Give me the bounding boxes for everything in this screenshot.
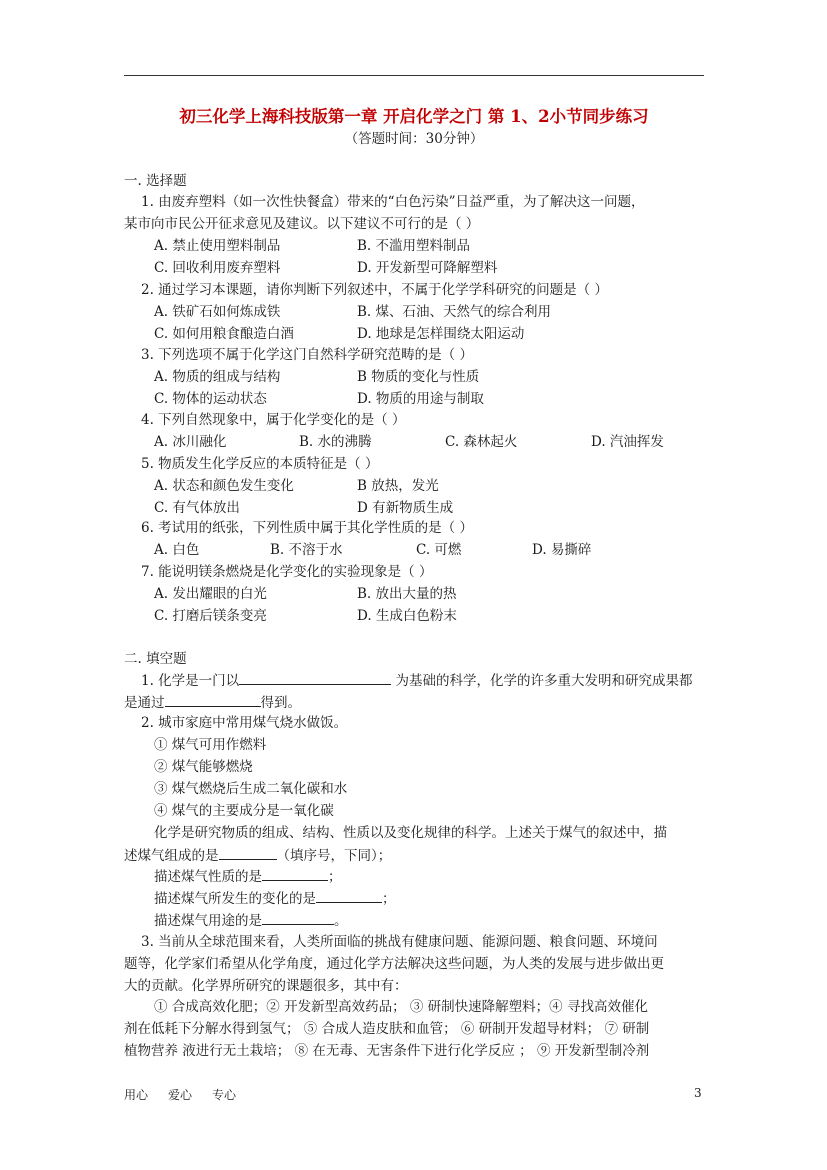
option-d: D. 易撕碎	[532, 542, 592, 558]
list-item: ① 煤气可用作燃料	[154, 737, 267, 753]
question-1-cont: 某市向市民公开征求意见及建议。以下建议不可行的是（ ）	[124, 216, 480, 232]
fill-question-2: 2. 城市家庭中常用煤气烧水做饭。	[141, 715, 348, 731]
option-b: B. 放出大量的热	[357, 586, 457, 602]
question-1: 1. 由废弃塑料（如一次性快餐盒）带来的“白色污染”日益严重，为了解决这一问题，	[141, 194, 645, 210]
section-heading-choice: 一. 选择题	[124, 173, 187, 189]
option-c: C. 物体的运动状态	[154, 391, 267, 407]
fill-line	[154, 889, 396, 908]
fill-text: 是通过	[124, 695, 165, 711]
option-d: D. 地球是怎样围绕太阳运动	[357, 326, 525, 342]
option-a: A. 禁止使用塑料制品	[154, 238, 281, 254]
fill-text: 描述煤气所发生的变化的是	[154, 891, 316, 907]
fill-question-1-cont	[124, 693, 301, 712]
option-c: C. 可燃	[416, 542, 462, 558]
option-a: A. 物质的组成与结构	[154, 369, 281, 385]
fill-text: （填序号，下同）；	[276, 848, 392, 864]
paragraph: 化学是研究物质的组成、结构、性质以及变化规律的科学。上述关于煤气的叙述中，描	[154, 825, 667, 841]
answer-blank	[262, 867, 328, 881]
list-item: ② 煤气能够燃烧	[154, 759, 253, 775]
fill-question-3: 3. 当前从全球范围来看，人类所面临的挑战有健康问题、能源问题、粮食问题、环境问	[141, 934, 658, 950]
fill-line	[154, 867, 342, 886]
answer-blank	[219, 846, 277, 860]
footer-slogan	[124, 1086, 256, 1103]
fill-question-1	[141, 671, 692, 690]
fill-text: 为基础的科学，化学的许多重大发明和研究成果都	[391, 673, 693, 689]
paragraph: 剂在低耗下分解水得到氢气； ⑤ 合成人造皮肤和血管； ⑥ 研制开发超导材料； ⑦ 研制	[124, 1021, 650, 1037]
option-d: D. 汽油挥发	[591, 434, 664, 450]
option-c: C. 回收利用废弃塑料	[154, 260, 281, 276]
fill-line	[124, 846, 391, 865]
option-a: A. 白色	[154, 542, 200, 558]
option-c: C. 有气体放出	[154, 500, 240, 516]
paragraph: 题等，化学家们希望从化学角度，通过化学方法解决这些问题，为人类的发展与进步做出更	[124, 956, 664, 972]
option-b: B 放热，发光	[357, 478, 439, 494]
option-c: C. 如何用粮食酿造白酒	[154, 326, 294, 342]
option-b: B. 不滥用塑料制品	[357, 238, 471, 254]
option-c: C. 森林起火	[445, 434, 518, 450]
fill-text: 述煤气组成的是	[124, 848, 219, 864]
footer-word: 用心	[124, 1088, 149, 1102]
list-item: ③ 煤气燃烧后生成二氧化碳和水	[154, 781, 348, 797]
option-b: B. 煤、石油、天然气的综合利用	[357, 304, 552, 320]
answer-blank	[316, 889, 382, 903]
fill-text: 描述煤气用途的是	[154, 913, 262, 929]
question-6: 6. 考试用的纸张，下列性质中属于其化学性质的是（ ）	[141, 520, 473, 536]
header-rule	[124, 75, 704, 76]
page-subtitle: （答题时间：30分钟）	[344, 131, 484, 147]
answer-blank	[262, 911, 334, 925]
fill-text: ；	[328, 869, 342, 885]
option-d: D. 生成白色粉末	[357, 608, 457, 624]
answer-blank	[165, 693, 261, 707]
option-b: B. 不溶于水	[270, 542, 343, 558]
fill-text: ；	[382, 891, 396, 907]
paragraph: 大的贡献。化学界所研究的课题很多，其中有：	[124, 978, 408, 994]
option-a: A. 冰川融化	[154, 434, 227, 450]
question-4: 4. 下列自然现象中，属于化学变化的是（ ）	[141, 412, 406, 428]
page-title: 初三化学上海科技版第一章 开启化学之门 第 1、2小节同步练习	[179, 107, 649, 126]
option-b: B. 水的沸腾	[299, 434, 372, 450]
option-d: D 有新物质生成	[357, 500, 454, 516]
fill-line	[154, 911, 348, 930]
option-c: C. 打磨后镁条变亮	[154, 608, 267, 624]
answer-blank	[239, 671, 391, 685]
fill-text: 。	[334, 913, 348, 929]
page-number: 3	[694, 1086, 702, 1100]
fill-text: 描述煤气性质的是	[154, 869, 262, 885]
paragraph: 植物营养 液进行无土栽培； ⑧ 在无毒、无害条件下进行化学反应 ； ⑨ 开发新型制冷剂	[124, 1043, 650, 1059]
question-5: 5. 物质发生化学反应的本质特征是（ ）	[141, 456, 379, 472]
section-heading-fill: 二. 填空题	[124, 651, 187, 667]
footer-word: 专心	[212, 1088, 237, 1102]
question-2: 2. 通过学习本课题，请你判断下列叙述中，不属于化学学科研究的问题是（ ）	[141, 282, 608, 298]
option-a: A. 发出耀眼的白光	[154, 586, 267, 602]
option-b: B 物质的变化与性质	[357, 369, 480, 385]
option-a: A. 铁矿石如何炼成铁	[154, 304, 281, 320]
fill-text: 1. 化学是一门以	[141, 673, 240, 689]
list-item: ④ 煤气的主要成分是一氧化碳	[154, 803, 334, 819]
question-3: 3. 下列选项不属于化学这门自然科学研究范畴的是（ ）	[141, 347, 473, 363]
footer-word: 爱心	[168, 1088, 193, 1102]
paragraph: ① 合成高效化肥；② 开发新型高效药品； ③ 研制快速降解塑料；④ 寻找高效催化	[154, 999, 648, 1015]
option-d: D. 开发新型可降解塑料	[357, 260, 498, 276]
option-d: D. 物质的用途与制取	[357, 391, 484, 407]
fill-text: 得到。	[260, 695, 301, 711]
option-a: A. 状态和颜色发生变化	[154, 478, 294, 494]
question-7: 7. 能说明镁条燃烧是化学变化的实验现象是（ ）	[141, 564, 433, 580]
